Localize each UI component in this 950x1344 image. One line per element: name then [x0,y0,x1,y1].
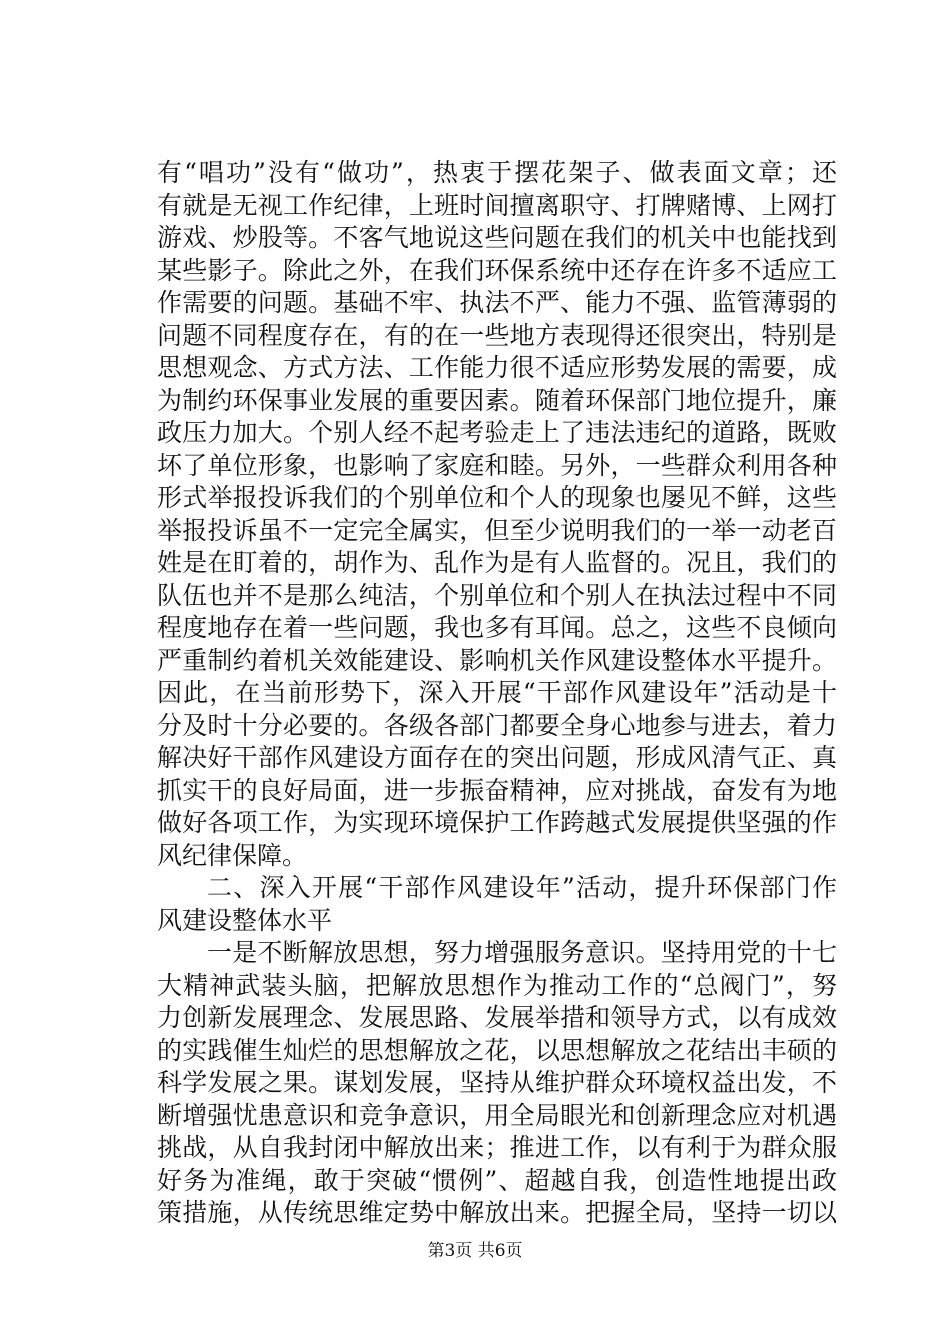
text-line: 思想观念、方式方法、工作能力很不适应形势发展的需要，成 [157,353,837,382]
text-line: 问题不同程度存在，有的在一些地方表现得还很突出，特别是 [157,320,837,350]
text-line: 有“唱功”没有“做功”，热衷于摆花架子、做表面文章；还 [157,158,837,187]
text-line: 程度地存在着一些问题，我也多有耳闻。总之，这些不良倾向 [157,613,837,642]
text-line: 因此，在当前形势下，深入开展“干部作风建设年”活动是十 [157,678,837,707]
text-line: 风纪律保障。 [157,840,308,870]
text-line: 策措施，从传统思维定势中解放出来。把握全局，坚持一切以 [157,1198,837,1227]
text-line: 姓是在盯着的，胡作为、乱作为是有人监督的。况且，我们的 [157,548,837,577]
text-line: 抓实干的良好局面，进一步振奋精神，应对挑战，奋发有为地 [157,775,837,805]
text-line: 某些影子。除此之外，在我们环保系统中还存在许多不适应工 [157,255,837,285]
page-number-footer: 第3页 共6页 [427,1241,523,1261]
text-line: 风建设整体水平 [157,905,333,935]
text-line: 队伍也并不是那么纯洁，个别单位和个别人在执法过程中不同 [157,580,837,610]
text-line: 严重制约着机关效能建设、影响机关作风建设整体水平提升。 [157,645,837,675]
text-line: 一是不断解放思想，努力增强服务意识。坚持用党的十七 [207,938,837,967]
body-text [157,157,837,1230]
text-line: 大精神武装头脑，把解放思想作为推动工作的“总阀门”，努 [157,970,837,1000]
text-line: 做好各项工作，为实现环境保护工作跨越式发展提供坚强的作 [157,808,837,837]
text-line: 分及时十分必要的。各级各部门都要全身心地参与进去，着力 [157,710,837,740]
text-line: 举报投诉虽不一定完全属实，但至少说明我们的一举一动老百 [157,515,837,545]
text-line: 为制约环保事业发展的重要因素。随着环保部门地位提升，廉 [157,385,837,415]
text-line: 坏了单位形象，也影响了家庭和睦。另外，一些群众利用各种 [157,450,837,480]
text-line: 二、深入开展“干部作风建设年”活动，提升环保部门作 [207,873,837,902]
text-line: 好务为准绳，敢于突破“惯例”、超越自我，创造性地提出政 [157,1165,837,1195]
text-line: 游戏、炒股等。不客气地说这些问题在我们的机关中也能找到 [157,223,837,252]
text-line: 的实践催生灿烂的思想解放之花，以思想解放之花结出丰硕的 [157,1035,837,1065]
text-line: 有就是无视工作纪律，上班时间擅离职守、打牌赌博、上网打 [157,190,837,220]
text-line: 形式举报投诉我们的个别单位和个人的现象也屡见不鲜，这些 [157,483,837,512]
text-line: 作需要的问题。基础不牢、执法不严、能力不强、监管薄弱的 [157,288,837,317]
text-line: 政压力加大。个别人经不起考验走上了违法违纪的道路，既败 [157,418,837,447]
text-line: 挑战，从自我封闭中解放出来；推进工作，以有利于为群众服 [157,1133,837,1162]
text-line: 力创新发展理念、发展思路、发展举措和领导方式，以有成效 [157,1003,837,1032]
text-line: 解决好干部作风建设方面存在的突出问题，形成风清气正、真 [157,743,837,772]
text-line: 科学发展之果。谋划发展，坚持从维护群众环境权益出发，不 [157,1068,837,1097]
text-line: 断增强忧患意识和竞争意识，用全局眼光和创新理念应对机遇 [157,1100,837,1130]
